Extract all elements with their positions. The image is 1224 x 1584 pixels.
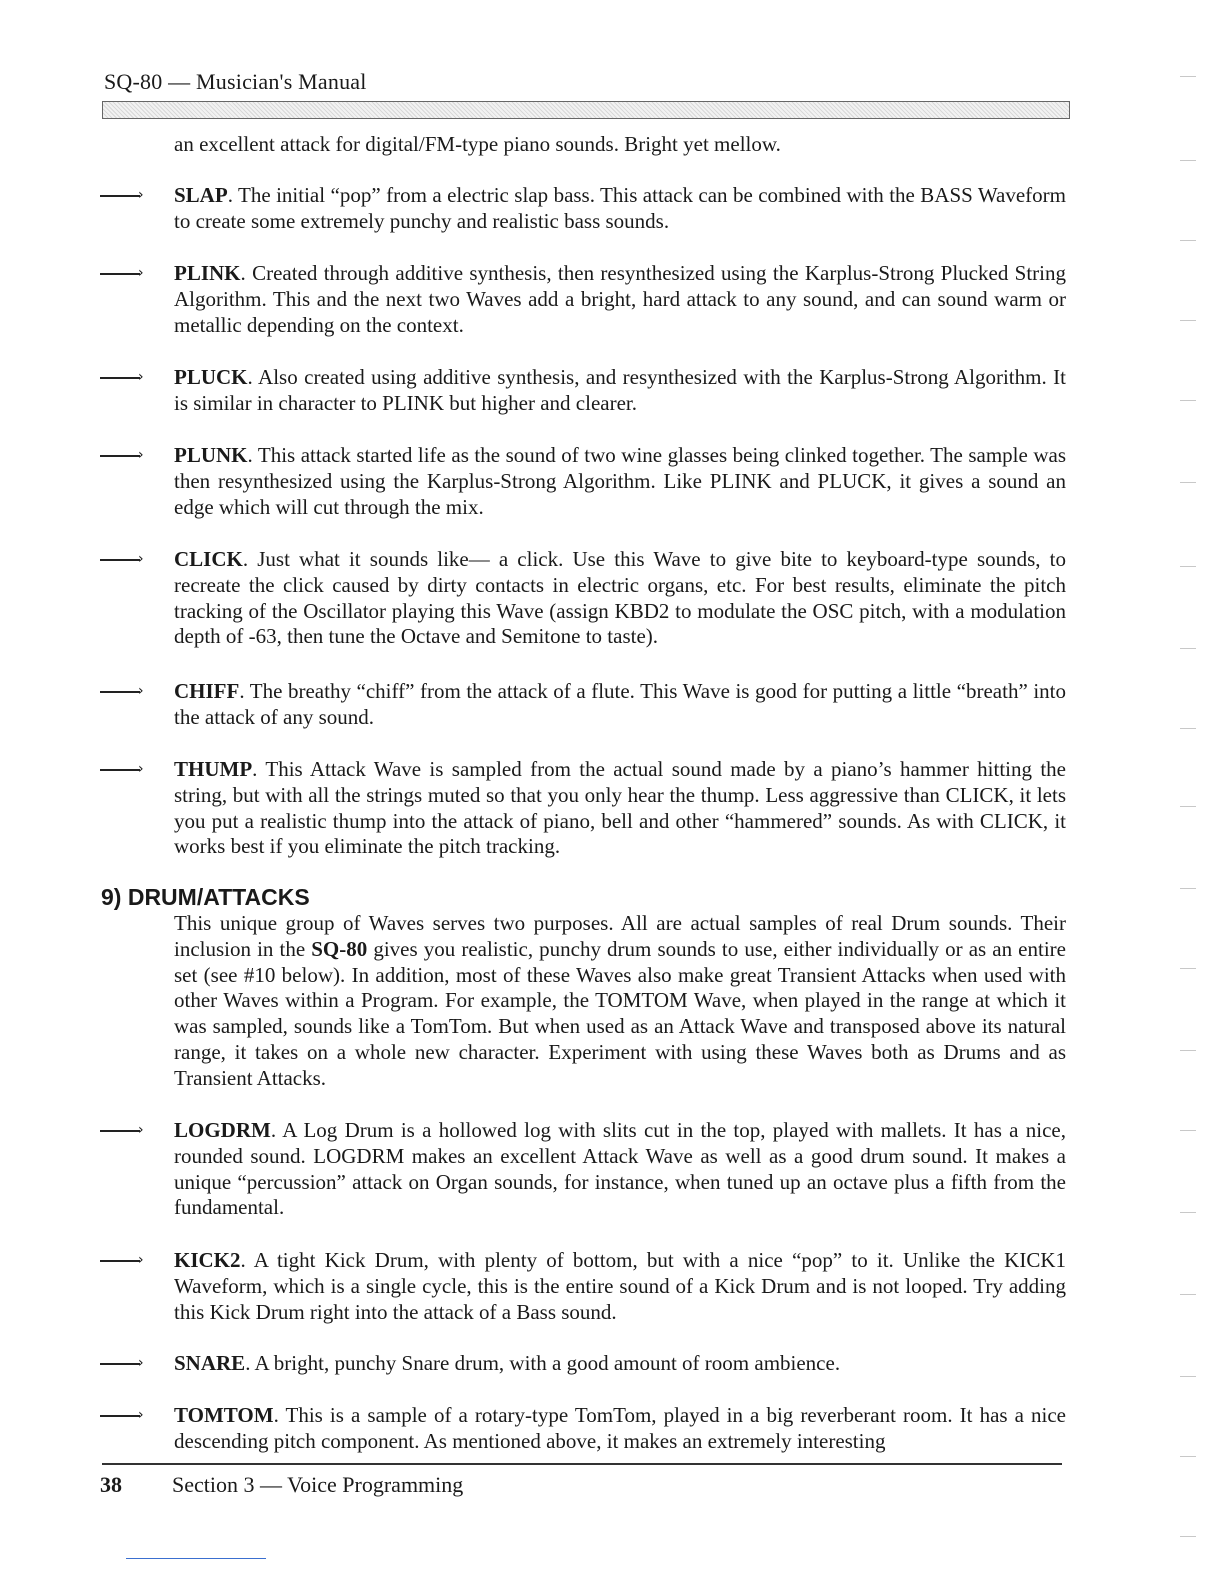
scan-edge-mark (1180, 968, 1196, 969)
scan-edge-mark (1180, 566, 1196, 567)
section-intro: This unique group of Waves serves two purposes. All are actual samples of real Drum sounds. Their inclusion in the SQ-80 gives you realistic, punchy drum sounds to use, either individually or as an entire set (see #10 below). In addition, most of these Waves also make great Transient Attacks when used with other Waves within a Program. For example, the TOMTOM Wave, when played in the range at which it was sampled, sounds like a TomTom. But when used as an Attack Wave and transposed above its natural range, it takes on a whole new character. Experiment with using these Waves both as Drums and as Transient Attacks. (174, 911, 1066, 1090)
entry-text: . Just what it sounds like— a click. Use this Wave to give bite to keyboard-type sounds, to recreate the click caused by dirty contacts in electric organs, etc. For best results, eliminate the pitch tracking of the Oscillator playing this Wave (assign KBD2 to modulate the OSC pitch, with a modulation depth of -63, then tune the Octave and Semitone to taste). (174, 547, 1066, 649)
scan-edge-mark (1180, 728, 1196, 729)
arrow-icon: › (100, 1351, 143, 1378)
entry-click (174, 547, 1066, 650)
scan-edge-mark (1180, 1456, 1196, 1457)
entry-name: TOMTOM (174, 1403, 274, 1427)
entry-logdrm (174, 1118, 1066, 1221)
scan-edge-mark (1180, 806, 1196, 807)
entry-text: . This is a sample of a rotary-type TomTom, played in a big reverberant room. It has a nice descending pitch component. As mentioned above, it makes an extremely interesting (174, 1403, 1066, 1453)
arrow-icon: › (100, 757, 143, 784)
running-header-title: SQ-80 — Musician's Manual (104, 69, 367, 94)
header-decorative-bar (102, 101, 1070, 119)
entry-name: PLUNK (174, 443, 248, 467)
scan-edge-mark (1180, 76, 1196, 77)
entry-text: . The initial “pop” from a electric slap bass. This attack can be combined with the BASS Waveform to create some extremely punchy and realistic bass sounds. (174, 183, 1066, 233)
entry-text: . Created through additive synthesis, then resynthesized using the Karplus-Strong Plucked String Algorithm. This and the next two Waves add a bright, hard attack to any sound, and can sound warm or metallic depending on the context. (174, 261, 1066, 337)
arrow-icon: › (100, 183, 143, 210)
scan-edge-mark (1180, 1294, 1196, 1295)
entry-text: . This Attack Wave is sampled from the actual sound made by a piano’s hammer hitting the string, but with all the strings muted so that you only hear the thump. Less aggressive than CLICK, it lets you put a realistic thump into the attack of piano, bell and other “hammered” sounds. As with CLICK, it works best if you eliminate the pitch tracking. (174, 757, 1066, 859)
entry-name: SNARE (174, 1351, 246, 1375)
entry-tomtom (174, 1403, 1066, 1455)
scan-edge-mark (1180, 160, 1196, 161)
product-name: SQ-80 (311, 936, 368, 961)
entry-plink (174, 261, 1066, 338)
arrow-icon: › (100, 1248, 143, 1275)
entry-text: . Also created using additive synthesis, and resynthesized with the Karplus-Strong Algorithm. It is similar in character to PLINK but higher and clearer. (174, 365, 1066, 415)
entry-text: . A Log Drum is a hollowed log with slits cut in the top, played with mallets. It has a nice, rounded sound. LOGDRM makes an excellent Attack Wave as well as a good drum sound. It makes a unique “percussion” attack on Organ sounds, for instance, when tuned up an octave plus a fifth from the fundamental. (174, 1118, 1066, 1220)
scan-edge-mark (1180, 482, 1196, 483)
arrow-icon: › (100, 1403, 143, 1430)
entry-name: SLAP (174, 183, 228, 207)
scan-edge-mark (1180, 888, 1196, 889)
entry-plunk (174, 443, 1066, 520)
footer-rule (102, 1463, 1062, 1465)
scan-edge-mark (1180, 240, 1196, 241)
entry-name: LOGDRM (174, 1118, 271, 1142)
scan-edge-mark (1180, 648, 1196, 649)
entry-name: CLICK (174, 547, 243, 571)
entry-text: . This attack started life as the sound of two wine glasses being clinked together. The sample was then resynthesized using the Karplus-Strong Algorithm. Like PLINK and PLUCK, it gives a sound an edge which will cut through the mix. (174, 443, 1066, 519)
entry-chiff (174, 679, 1066, 731)
entry-pluck (174, 365, 1066, 417)
arrow-icon: › (100, 365, 143, 392)
scan-edge-mark (1180, 320, 1196, 321)
entry-text: . A bright, punchy Snare drum, with a good amount of room ambience. (245, 1351, 841, 1375)
arrow-icon: › (100, 1118, 143, 1145)
entry-text: . A tight Kick Drum, with plenty of bottom, but with a nice “pop” to it. Unlike the KICK1 Waveform, which is a single cycle, this is the entire sound of a Kick Drum and is not looped. Try adding this Kick Drum right into the attack of a Bass sound. (174, 1248, 1066, 1324)
entry-kick2 (174, 1248, 1066, 1325)
arrow-icon: › (100, 547, 143, 574)
scan-edge-mark (1180, 1050, 1196, 1051)
entry-snare (174, 1351, 1066, 1377)
scan-edge-mark (1180, 1212, 1196, 1213)
scan-edge-mark (1180, 1130, 1196, 1131)
scan-edge-mark (1180, 400, 1196, 401)
page-number: 38 (100, 1472, 122, 1497)
entry-name: CHIFF (174, 679, 240, 703)
entry-name: KICK2 (174, 1248, 241, 1272)
entry-slap (174, 183, 1066, 235)
section-heading: 9) DRUM/ATTACKS (101, 884, 310, 910)
entry-name: PLUCK (174, 365, 248, 389)
arrow-icon: › (100, 443, 143, 470)
scan-bottom-line (126, 1558, 266, 1559)
scan-edge-mark (1180, 1376, 1196, 1377)
arrow-icon: › (100, 261, 143, 288)
entry-thump (174, 757, 1066, 860)
intro-paragraph: an excellent attack for digital/FM-type piano sounds. Bright yet mellow. (174, 132, 781, 156)
entry-name: THUMP (174, 757, 253, 781)
footer-section-title: Section 3 — Voice Programming (172, 1472, 464, 1497)
scan-edge-mark (1180, 1536, 1196, 1537)
arrow-icon: › (100, 679, 143, 706)
entry-name: PLINK (174, 261, 241, 285)
entry-text: . The breathy “chiff” from the attack of a flute. This Wave is good for putting a little “breath” into the attack of any sound. (174, 679, 1066, 729)
